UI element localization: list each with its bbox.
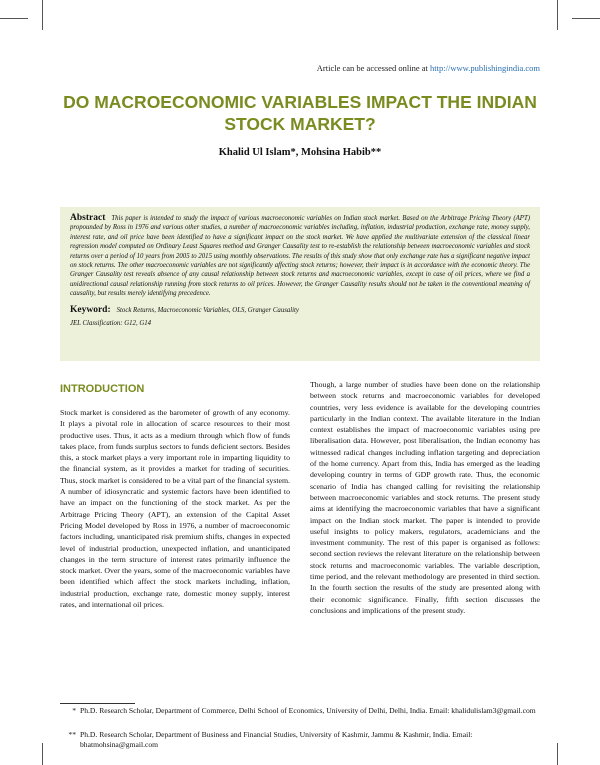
crop-mark-bottom-left-v [42, 743, 43, 765]
abstract-text: This paper is intended to study the impact of various macroeconomic variables on Indian stock market. Based on the Arbitrage Pricing Theory (APT) propounded by Ross in 1976 and various other studies, a number of macroeconomic variables including, inflation, industrial production, exchange rate, money supply, interest rate, and oil price have been identified to have a significant impact on the stock market. We have applied the multivariate extension of the classical linear regression model computed on Ordinary Least Squares method and Granger Causality test to re-establish the relationship between macroeconomic variables and stock returns over a period of 10 years from 2005 to 2015 using monthly observations. The results of this study show that only exchange rate has a significant negative impact on stock returns. The other macroeconomic variables are not significantly affecting stock returns; however, their impact is in accordance with the economic theory. The Granger Causality test reveals absence of any causal relationship between stock returns and macroeconomic variables, except in case of oil prices, where we find a unidirectional causal relationship running from stock returns to oil prices. However, the Granger Causality results should not be taken in the conventional meaning of causality, but results merely identifying precedence. [70, 215, 530, 298]
crop-mark-top-left-v [42, 0, 43, 30]
crop-mark-top-right-h [572, 18, 600, 19]
paper-authors: Khalid Ul Islam*, Mohsina Habib** [218, 147, 382, 158]
paper-title: DO MACROECONOMIC VARIABLES IMPACT THE INDIAN STOCK MARKET? [63, 92, 537, 134]
left-column-text: Stock market is considered as the barometer of growth of any economy. It plays a pivotal role in allocation of scarce resources to their most productive uses. Thus, it acts as a medium through which flow of funds takes place, from funds surplus sectors to funds deficient sectors. Besides this, a stock market plays a very important role in imparting liquidity to the financial system, as it provides a market for trading of securities. Thus, stock market is considered to be a vital part of the financial system. A number of idiosyncratic and systemic factors have been identified to have an impact on the functioning of the stock market. As per the Arbitrage Pricing Theory (APT), an extension of the Capital Asset Pricing Model developed by Ross in 1976, a number of macroeconomic factors including, unanticipated risk premium shifts, changes in expected level of industrial production, unexpected inflation, and unanticipated changes in the term structure of interest rates primarily influence the stock market. Over the years, some of the macroeconomic variables have been identified which affect the stock markets including, inflation, industrial production, exchange rate, domestic money supply, interest rates, and international oil prices. [60, 408, 290, 610]
jel-classification: JEL Classification: G12, G14 [70, 319, 152, 327]
header-prefix: Article can be accessed online at [316, 63, 428, 73]
abstract-label: Abstract [70, 213, 106, 223]
header-url-link[interactable]: http://www.publishingindia.com [430, 63, 540, 73]
footnote-1-text: Ph.D. Research Scholar, Department of Commerce, Delhi School of Economics, University of Delhi, Delhi, India. Email: khalidulislam3@gmail.com [80, 706, 536, 715]
crop-mark-top-right-v [557, 0, 558, 30]
keywords [70, 305, 530, 315]
footnote-1 [60, 706, 540, 716]
page-header [317, 63, 540, 73]
abstract [70, 214, 530, 299]
abstract-box [60, 207, 540, 361]
footnote-2-mark: ** [68, 730, 76, 739]
footnote-2-text: Ph.D. Research Scholar, Department of Business and Financial Studies, University of Kashmir, Jammu & Kashmir, India. Email: bhatmohsina@gmail.com [80, 730, 473, 749]
keywords-label: Keyword: [70, 304, 111, 315]
keywords-text: Stock Returns, Macroeconomic Variables, OLS, Granger Causality [116, 306, 299, 314]
section-heading-introduction: INTRODUCTION [60, 383, 145, 395]
crop-mark-top-left-h [0, 18, 28, 19]
footnote-rule [60, 703, 135, 704]
footnote-1-mark: * [72, 706, 76, 715]
crop-mark-bottom-right-v [557, 743, 558, 765]
right-column-text: Though, a large number of studies have been done on the relationship between stock returns and macroeconomic variables for developed countries, very less evidence is available for the developing countries particularly in the Indian context. The available literature in the Indian context establishes the impact of macroeconomic variables using pre liberalisation data. However, post liberalisation, the Indian economy has witnessed radical changes including inflation targeting and depreciation of the home currency. Apart from this, India has emerged as the leading developing country in terms of GDP growth rate. Thus, the economic scenario of India has changed calling for revisiting the relationship between macroeconomic variables and stock returns. The present study aims at identifying the macroeconomic variables that have a significant impact on the Indian stock market. The paper is intended to provide useful insights to policy makers, regulators, academicians and the investment community. The rest of this paper is organised as follows: second section reviews the relevant literature on the relationship between stock returns and macroeconomic variables. The variable description, time period, and the relevant methodology are presented in third section. In the fourth section the results of the study are presented along with their economic significance. Finally, fifth section discusses the conclusions and implications of the present study. [310, 380, 540, 615]
footnote-2 [60, 730, 540, 750]
